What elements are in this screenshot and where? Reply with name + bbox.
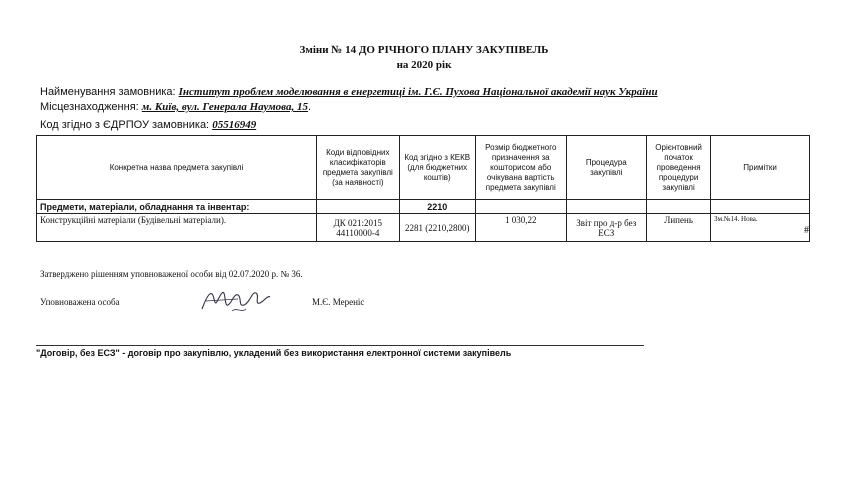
row-kekv: 2281 (2210,2800) [399, 214, 475, 242]
header-kekv: Код згідно з КЕКВ (для бюджетних коштів) [399, 136, 475, 200]
row-start: Липень [647, 214, 711, 242]
customer-edrpou-row [40, 119, 256, 131]
row-marker: # [804, 225, 809, 236]
row-notes: Зм.№14. Нова. [711, 214, 810, 242]
customer-location-value: м. Київ, вул. Генерала Наумова, 15 [141, 101, 308, 113]
document-title: Зміни № 14 ДО РІЧНОГО ПЛАНУ ЗАКУПІВЕЛЬ [299, 44, 549, 56]
header-notes: Примітки [711, 136, 810, 200]
header-start: Орієнтовний початок проведення процедури закупівлі [647, 136, 711, 200]
row-amount: 1 030,22 [475, 214, 566, 242]
footnote: "Договір, без ЕСЗ" - договір про закупівлю, укладений без використання електронної системи закупівель [36, 348, 512, 358]
header-budget: Розмір бюджетного призначення за кошторисом або очікувана вартість предмета закупівлі [475, 136, 566, 200]
customer-name-row [40, 86, 658, 98]
row-item-name: Конструкційні матеріали (Будівельні матеріали). [37, 214, 317, 242]
category-row [37, 200, 810, 214]
header-classifier-codes: Коди відповідних класифікаторів предмета закупівлі (за наявності) [317, 136, 399, 200]
table-row [37, 214, 810, 242]
procurement-table [36, 135, 810, 242]
category-label: Предмети, матеріали, обладнання та інвентар: [37, 200, 317, 214]
signature-image [198, 287, 274, 315]
header-item-name: Конкретна назва предмета закупівлі [37, 136, 317, 200]
customer-name-label: Найменування замовника: [40, 86, 176, 98]
customer-name-value: Інститут проблем моделювання в енергетиці ім. Г.Є. Пухова Національної академії наук України [178, 86, 658, 98]
category-kekv: 2210 [399, 200, 475, 214]
customer-location-suffix: . [308, 101, 312, 113]
row-codes: ДК 021:2015 44110000-4 [317, 214, 399, 242]
authorized-person-name: М.Є. Мереніс [312, 297, 365, 307]
document-year: на 2020 рік [396, 59, 452, 71]
authorized-person-label: Уповноважена особа [40, 297, 120, 307]
footnote-divider [36, 345, 644, 346]
customer-edrpou-label: Код згідно з ЄДРПОУ замовника: [40, 119, 210, 131]
customer-location-label: Місцезнаходження: [40, 101, 139, 113]
header-procedure: Процедура закупівлі [566, 136, 646, 200]
customer-location-row [40, 101, 311, 113]
approval-text: Затверджено рішенням уповноваженої особи від 02.07.2020 р. № 36. [40, 269, 303, 279]
customer-edrpou-value: 05516949 [212, 119, 257, 131]
table-header-row [37, 136, 810, 200]
row-procedure: Звіт про д-р без ЕСЗ [566, 214, 646, 242]
